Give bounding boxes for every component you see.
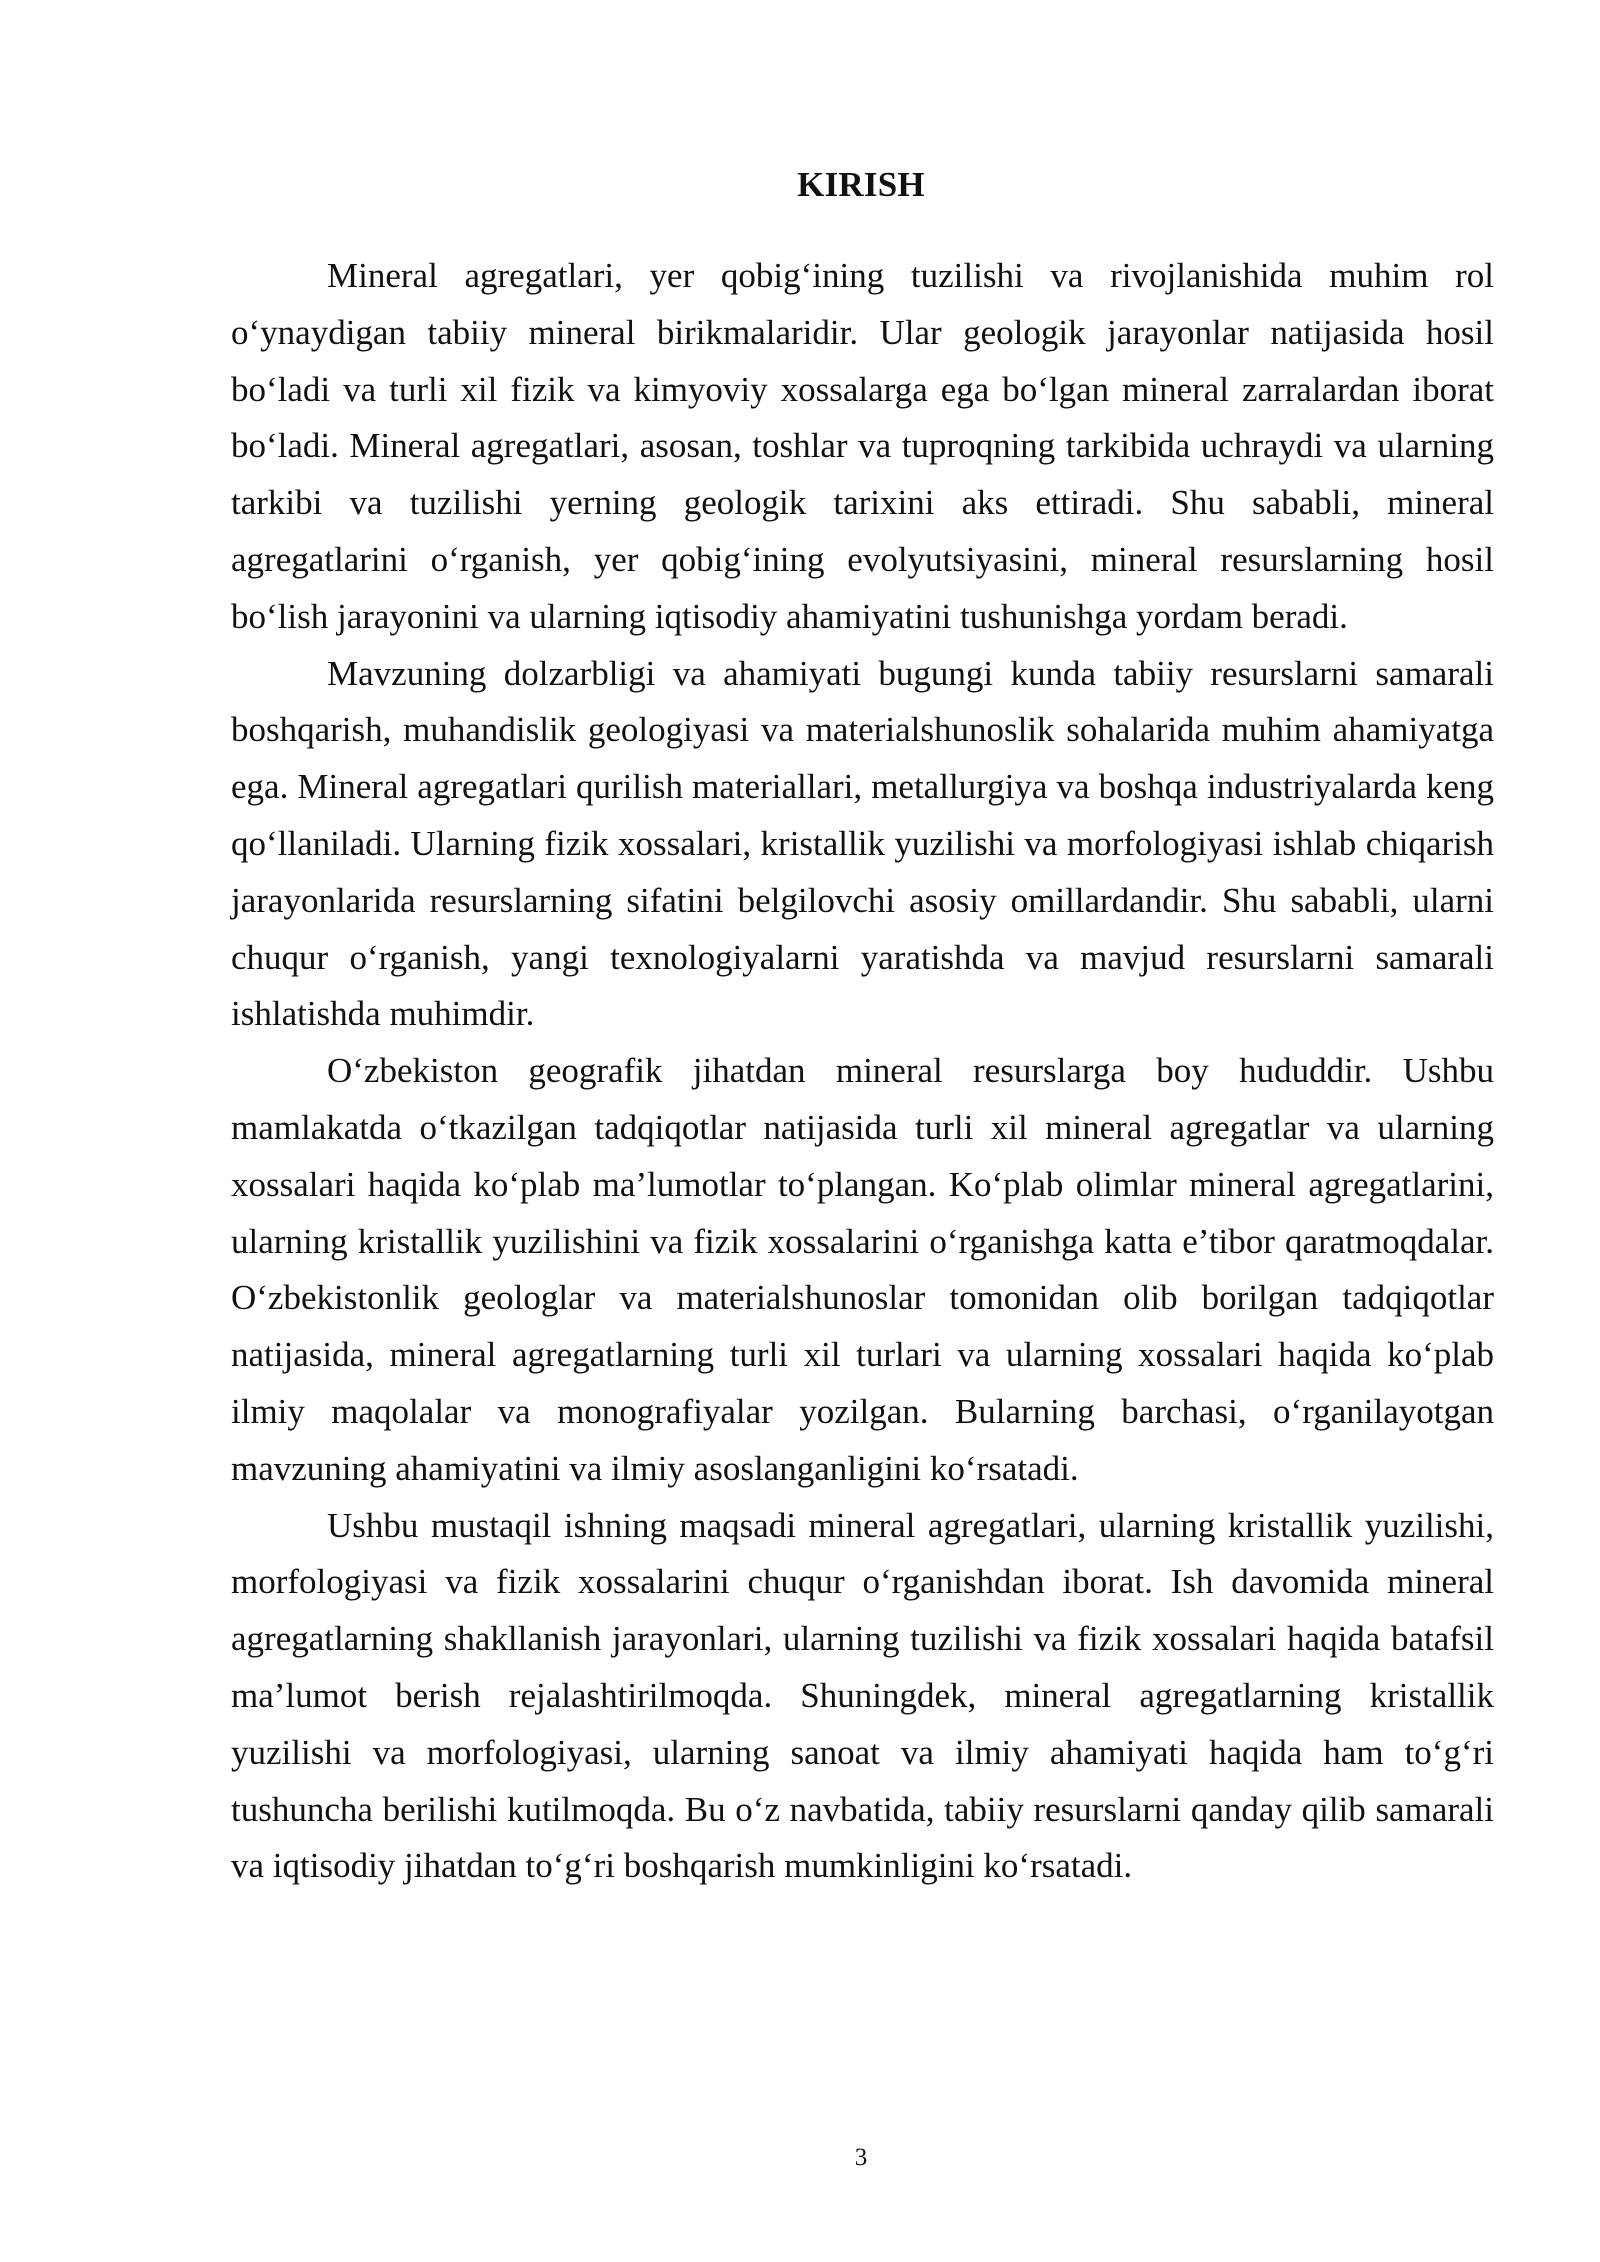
paragraph-relevance: Mavzuning dolzarbligi va ahamiyati bugungi kunda tabiiy resurslarni samarali boshqarish, muhandislik geologiyasi va materialshunoslik sohalarida muhim ahamiyatga ega. Mineral agregatlari qurilish materiallari, metallurgiya va boshqa industriyalarda keng qo‘llaniladi. Ularning fizik xossalari, kristallik yuzilishi va morfologiyasi ishlab chiqarish jarayonlarida resurslarning sifatini belgilovchi asosiy omillardandir. Shu sababli, ularni chuqur o‘rganish, yangi texnologiyalarni yaratishda va mavjud resurslarni samarali ishlatishda muhimdir. [231,653,1494,1034]
body-text [231,248,1494,1895]
paragraph-objective: Ushbu mustaqil ishning maqsadi mineral agregatlari, ularning kristallik yuzilishi, morfologiyasi va fizik xossalarini chuqur o‘rganishdan iborat. Ish davomida mineral agregatlarning shakllanish jarayonlari, ularning tuzilishi va fizik xossalari haqida batafsil ma’lumot berish rejalashtirilmoqda. Shuningdek, mineral agregatlarning kristallik yuzilishi va morfologiyasi, ularning sanoat va ilmiy ahamiyati haqida ham to‘g‘ri tushuncha berilishi kutilmoqda. Bu o‘z navbatida, tabiiy resurslarni qanday qilib samarali va iqtisodiy jihatdan to‘g‘ri boshqarish mumkinligini ko‘rsatadi. [231,1505,1494,1886]
paragraph-uzbekistan-research: O‘zbekiston geografik jihatdan mineral resurslarga boy hududdir. Ushbu mamlakatda o‘tkazilgan tadqiqotlar natijasida turli xil mineral agregatlar va ularning xossalari haqida ko‘plab ma’lumotlar to‘plangan. Ko‘plab olimlar mineral agregatlarini, ularning kristallik yuzilishini va fizik xossalarini o‘rganishga katta e’tibor qaratmoqdalar. O‘zbekistonlik geologlar va materialshunoslar tomonidan olib borilgan tadqiqotlar natijasida, mineral agregatlarning turli xil turlari va ularning xossalari haqida ko‘plab ilmiy maqolalar va monografiyalar yozilgan. Bularning barchasi, o‘rganilayotgan mavzuning ahamiyatini va ilmiy asoslanganligini ko‘rsatadi. [231,1051,1494,1488]
page-number: 3 [854,2144,868,2171]
page-title: KIRISH [797,165,925,204]
paragraph-introduction: Mineral agregatlari, yer qobig‘ining tuzilishi va rivojlanishida muhim rol o‘ynaydigan tabiiy mineral birikmalaridir. Ular geologik jarayonlar natijasida hosil bo‘ladi va turli xil fizik va kimyoviy xossalarga ega bo‘lgan mineral zarralardan iborat bo‘ladi. Mineral agregatlari, asosan, toshlar va tuproqning tarkibida uchraydi va ularning tarkibi va tuzilishi yerning geologik tarixini aks ettiradi. Shu sababli, mineral agregatlarini o‘rganish, yer qobig‘ining evolyutsiyasini, mineral resurslarning hosil bo‘lish jarayonini va ularning iqtisodiy ahamiyatini tushunishga yordam beradi. [231,256,1494,636]
